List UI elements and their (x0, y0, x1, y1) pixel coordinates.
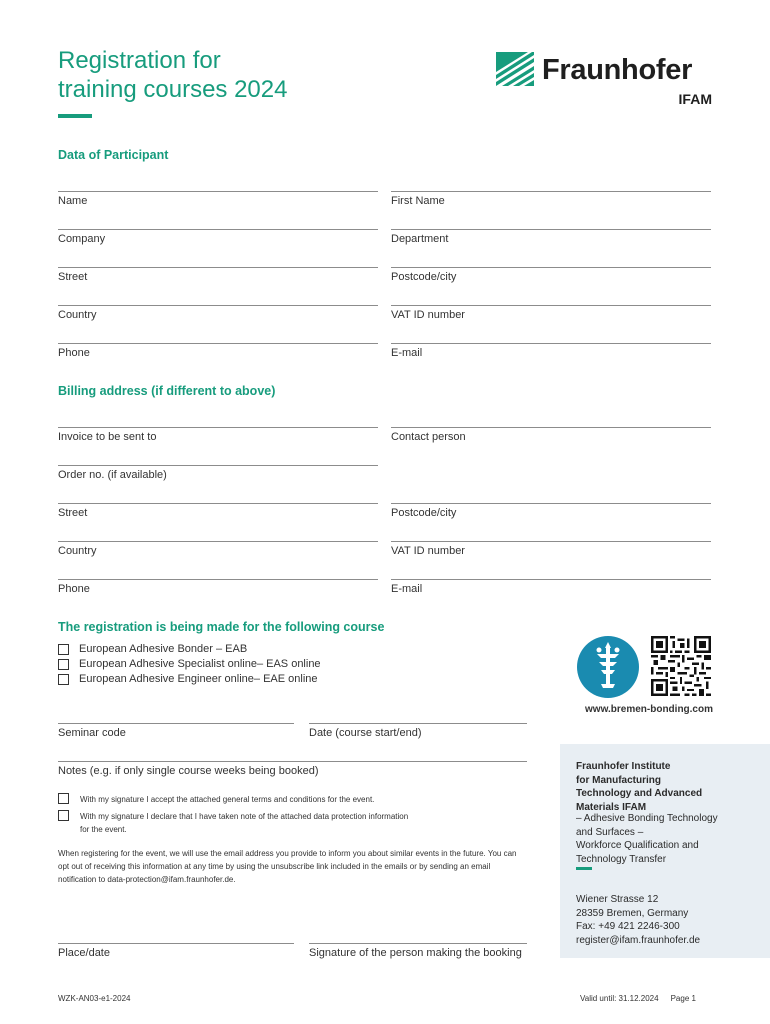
institute-name (576, 760, 702, 814)
footer-meta (580, 994, 696, 1003)
department-line: – Adhesive Bonding Technology (576, 813, 718, 824)
department-line: Technology Transfer (576, 853, 667, 865)
first-name-label: First Name (391, 195, 445, 207)
title-rule (58, 114, 92, 118)
privacy-label-line2: for the event. (80, 825, 127, 834)
postcode-field[interactable] (391, 267, 711, 283)
bremen-seal-icon (577, 636, 639, 698)
department-field[interactable] (391, 229, 711, 245)
billing-country-field[interactable] (58, 541, 378, 557)
email-link[interactable]: register@ifam.fraunhofer.de (576, 934, 701, 946)
document-id: WZK-AN03-e1-2024 (58, 994, 131, 1003)
notes-field[interactable] (58, 761, 527, 777)
title-line-2: training courses 2024 (58, 76, 288, 103)
department-line: Workforce Qualification and (576, 840, 699, 851)
title-line-1: Registration for (58, 47, 221, 74)
company-label: Company (58, 233, 106, 245)
billing-vat-field[interactable] (391, 541, 711, 557)
institute-address (576, 893, 700, 947)
signature-field[interactable] (309, 943, 527, 959)
billing-email-label: E-mail (391, 583, 423, 595)
billing-heading: Billing address (if different to above) (58, 384, 276, 398)
billing-vat-label: VAT ID number (391, 545, 465, 557)
qr-code-icon (651, 636, 711, 696)
order-number-label: Order no. (if available) (58, 469, 167, 481)
department-label: Department (391, 233, 449, 245)
email-field[interactable] (391, 343, 711, 359)
email-label: E-mail (391, 347, 423, 359)
eab-label: European Adhesive Bonder – EAB (79, 643, 248, 655)
billing-street-field[interactable] (58, 503, 378, 519)
terms-checkbox[interactable] (58, 793, 69, 804)
billing-phone-field[interactable] (58, 579, 378, 595)
terms-consent (58, 793, 374, 806)
billing-postcode-field[interactable] (391, 503, 711, 519)
first-name-field[interactable] (391, 191, 711, 207)
invoice-label: Invoice to be sent to (58, 431, 157, 443)
address-line: 28359 Bremen, Germany (576, 907, 689, 919)
billing-email-field[interactable] (391, 579, 711, 595)
terms-label: With my signature I accept the attached general terms and conditions for the event. (80, 795, 375, 804)
vat-label: VAT ID number (391, 309, 465, 321)
place-date-field[interactable] (58, 943, 294, 959)
invoice-field[interactable] (58, 427, 378, 443)
eae-label: European Adhesive Engineer online– EAE online (79, 673, 318, 685)
institute-line: Materials IFAM (576, 801, 647, 813)
institute-line: Technology and Advanced (576, 788, 703, 799)
logo-institute: IFAM (678, 91, 712, 107)
participant-heading: Data of Participant (58, 148, 169, 162)
seminar-code-label: Seminar code (58, 727, 126, 739)
privacy-label-line1: With my signature I declare that I have taken note of the attached data protection information (80, 812, 409, 821)
country-field[interactable] (58, 305, 378, 321)
privacy-consent (58, 810, 408, 836)
course-option-eab (58, 643, 247, 655)
contact-person-label: Contact person (391, 431, 466, 443)
privacy-checkbox[interactable] (58, 810, 69, 821)
course-option-eas (58, 658, 321, 670)
order-number-field[interactable] (58, 465, 378, 481)
page-number: Page 1 (670, 994, 696, 1003)
page-title (58, 46, 287, 104)
department-line: and Surfaces – (576, 826, 644, 838)
eas-checkbox[interactable] (58, 659, 69, 670)
country-label: Country (58, 309, 97, 321)
place-date-label: Place/date (58, 947, 110, 959)
billing-street-label: Street (58, 507, 88, 519)
fraunhofer-logo-icon (496, 52, 534, 86)
course-heading: The registration is being made for the following course (58, 620, 385, 634)
contact-person-field[interactable] (391, 427, 711, 443)
valid-until: Valid until: 31.12.2024 (580, 994, 659, 1003)
institute-line: Fraunhofer Institute (576, 761, 671, 772)
name-field[interactable] (58, 191, 378, 207)
street-label: Street (58, 271, 88, 283)
name-label: Name (58, 195, 88, 207)
seminar-code-field[interactable] (58, 723, 294, 739)
fraunhofer-logo (496, 50, 716, 110)
privacy-notice: When registering for the event, we will use the email address you provide to inform you about similar events in the future. You can opt out of receiving this information at any time by using the unsubscribe link included in the emails or by sending an email notification to data-protection@ifam.fraunhofer.de. (58, 849, 517, 884)
billing-phone-label: Phone (58, 583, 90, 595)
street-field[interactable] (58, 267, 378, 283)
course-date-field[interactable] (309, 723, 527, 739)
phone-label: Phone (58, 347, 90, 359)
logo-wordmark: Fraunhofer (542, 54, 693, 86)
billing-country-label: Country (58, 545, 97, 557)
phone-field[interactable] (58, 343, 378, 359)
signature-label: Signature of the person making the booking (309, 947, 522, 959)
website-link[interactable]: www.bremen-bonding.com (585, 704, 713, 715)
company-field[interactable] (58, 229, 378, 245)
vat-field[interactable] (391, 305, 711, 321)
institute-department (576, 812, 718, 866)
course-option-eae (58, 673, 318, 685)
course-date-label: Date (course start/end) (309, 727, 422, 739)
eae-checkbox[interactable] (58, 674, 69, 685)
info-rule (576, 867, 592, 870)
address-line: Wiener Strasse 12 (576, 894, 659, 905)
fax-line: Fax: +49 421 2246-300 (576, 921, 680, 932)
eas-label: European Adhesive Specialist online– EAS online (79, 658, 321, 670)
institute-line: for Manufacturing (576, 774, 661, 786)
notes-label: Notes (e.g. if only single course weeks being booked) (58, 765, 319, 777)
postcode-label: Postcode/city (391, 271, 457, 283)
eab-checkbox[interactable] (58, 644, 69, 655)
billing-postcode-label: Postcode/city (391, 507, 457, 519)
